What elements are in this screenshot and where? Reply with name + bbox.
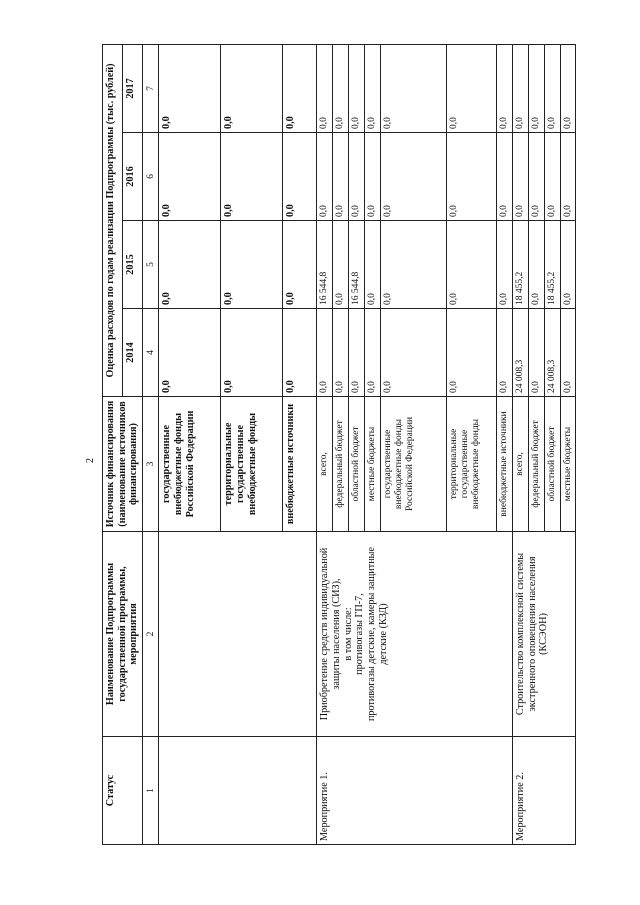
value-cell: 0,0 xyxy=(349,309,365,397)
source-cell: областной бюджет xyxy=(349,397,365,532)
status-cell-empty xyxy=(159,737,317,845)
value-cell: 16 544,8 xyxy=(317,221,333,309)
value-cell: 0,0 xyxy=(283,221,317,309)
source-cell: федеральный бюджет xyxy=(528,397,544,532)
col-number: 6 xyxy=(143,133,159,221)
value-cell: 0,0 xyxy=(283,44,317,132)
value-cell: 0,0 xyxy=(364,309,380,397)
value-cell: 16 544,8 xyxy=(349,221,365,309)
value-cell: 0,0 xyxy=(159,221,221,309)
col-number: 2 xyxy=(143,532,159,737)
value-cell: 0,0 xyxy=(333,44,349,132)
budget-table xyxy=(102,44,576,845)
value-cell: 0,0 xyxy=(317,309,333,397)
value-cell: 0,0 xyxy=(159,44,221,132)
header-source: Источник финансирования (наименование источников финансирования) xyxy=(103,397,143,532)
value-cell: 0,0 xyxy=(317,44,333,132)
year-2015: 2015 xyxy=(123,221,143,309)
value-cell: 0,0 xyxy=(380,221,446,309)
source-cell: территориальные государственные внебюджетные фонды xyxy=(446,397,496,532)
value-cell: 0,0 xyxy=(560,221,576,309)
value-cell: 0,0 xyxy=(496,221,512,309)
value-cell: 0,0 xyxy=(446,221,496,309)
source-cell: федеральный бюджет xyxy=(333,397,349,532)
value-cell: 0,0 xyxy=(333,221,349,309)
source-cell: государственные внебюджетные фонды Российской Федерации xyxy=(159,397,221,532)
col-number: 1 xyxy=(143,737,159,845)
header-status: Статус xyxy=(103,737,143,845)
value-cell: 0,0 xyxy=(512,44,528,132)
value-cell: 0,0 xyxy=(496,44,512,132)
header-name: Наименование Подпрограммы государственной программы, мероприятия xyxy=(103,532,143,737)
value-cell: 0,0 xyxy=(333,133,349,221)
source-cell: внебюджетные источники xyxy=(283,397,317,532)
value-cell: 18 455,2 xyxy=(512,221,528,309)
value-cell: 0,0 xyxy=(446,44,496,132)
value-cell: 0,0 xyxy=(528,309,544,397)
rotated-page xyxy=(102,45,622,845)
source-cell: внебюджетные источники xyxy=(496,397,512,532)
source-cell: местные бюджеты xyxy=(560,397,576,532)
value-cell: 0,0 xyxy=(512,133,528,221)
value-cell: 0,0 xyxy=(544,44,560,132)
value-cell: 0,0 xyxy=(496,309,512,397)
source-cell: областной бюджет xyxy=(544,397,560,532)
value-cell: 0,0 xyxy=(283,133,317,221)
value-cell: 0,0 xyxy=(349,44,365,132)
header-estimate: Оценка расходов по годам реализации Подпрограммы (тыс. рублей) xyxy=(103,44,123,396)
activity1-name-line: в том числе: xyxy=(342,607,354,661)
col-number: 3 xyxy=(143,397,159,532)
activity1-name-line: Приобретение средств индивидуальной защиты населения (СИЗ), xyxy=(319,547,342,721)
value-cell: 0,0 xyxy=(496,133,512,221)
value-cell: 0,0 xyxy=(380,44,446,132)
value-cell: 0,0 xyxy=(364,221,380,309)
value-cell: 0,0 xyxy=(159,309,221,397)
value-cell: 0,0 xyxy=(380,309,446,397)
name-cell-empty xyxy=(159,532,317,737)
value-cell: 0,0 xyxy=(221,133,283,221)
value-cell: 0,0 xyxy=(364,44,380,132)
value-cell: 0,0 xyxy=(446,309,496,397)
activity2-status: Мероприятие 2. xyxy=(512,737,576,845)
value-cell: 0,0 xyxy=(560,133,576,221)
source-cell: территориальные государственные внебюджетные фонды xyxy=(221,397,283,532)
value-cell: 0,0 xyxy=(364,133,380,221)
year-2016: 2016 xyxy=(123,133,143,221)
activity2-name-line: Строительство комплексной системы экстренного оповещения населения (КСЭОН) xyxy=(514,552,550,716)
value-cell: 0,0 xyxy=(317,133,333,221)
value-cell: 0,0 xyxy=(283,309,317,397)
value-cell: 0,0 xyxy=(446,133,496,221)
value-cell: 0,0 xyxy=(528,133,544,221)
value-cell: 0,0 xyxy=(221,309,283,397)
value-cell: 0,0 xyxy=(221,44,283,132)
value-cell: 24 008,3 xyxy=(512,309,528,397)
col-number: 4 xyxy=(143,309,159,397)
value-cell: 0,0 xyxy=(528,221,544,309)
source-cell: государственные внебюджетные фонды Российской Федерации xyxy=(380,397,446,532)
activity1-status: Мероприятие 1. xyxy=(317,737,513,845)
value-cell: 0,0 xyxy=(560,309,576,397)
value-cell: 0,0 xyxy=(159,133,221,221)
col-number: 5 xyxy=(143,221,159,309)
year-2017: 2017 xyxy=(123,44,143,132)
col-number: 7 xyxy=(143,44,159,132)
value-cell: 0,0 xyxy=(528,44,544,132)
value-cell: 0,0 xyxy=(333,309,349,397)
activity1-name-line: противогазы детские, камеры защитные детские (КЗД) xyxy=(366,546,389,722)
source-cell: всего, xyxy=(512,397,528,532)
value-cell: 24 008,3 xyxy=(544,309,560,397)
source-cell: всего, xyxy=(317,397,333,532)
value-cell: 18 455,2 xyxy=(544,221,560,309)
value-cell: 0,0 xyxy=(380,133,446,221)
activity2-name xyxy=(512,532,576,737)
source-cell: местные бюджеты xyxy=(364,397,380,532)
value-cell: 0,0 xyxy=(221,221,283,309)
page-number: 2 xyxy=(85,458,96,463)
activity1-name-line: противогазы ГП-7, xyxy=(354,593,366,675)
value-cell: 0,0 xyxy=(349,133,365,221)
year-2014: 2014 xyxy=(123,309,143,397)
value-cell: 0,0 xyxy=(544,133,560,221)
activity1-name xyxy=(317,532,513,737)
value-cell: 0,0 xyxy=(560,44,576,132)
